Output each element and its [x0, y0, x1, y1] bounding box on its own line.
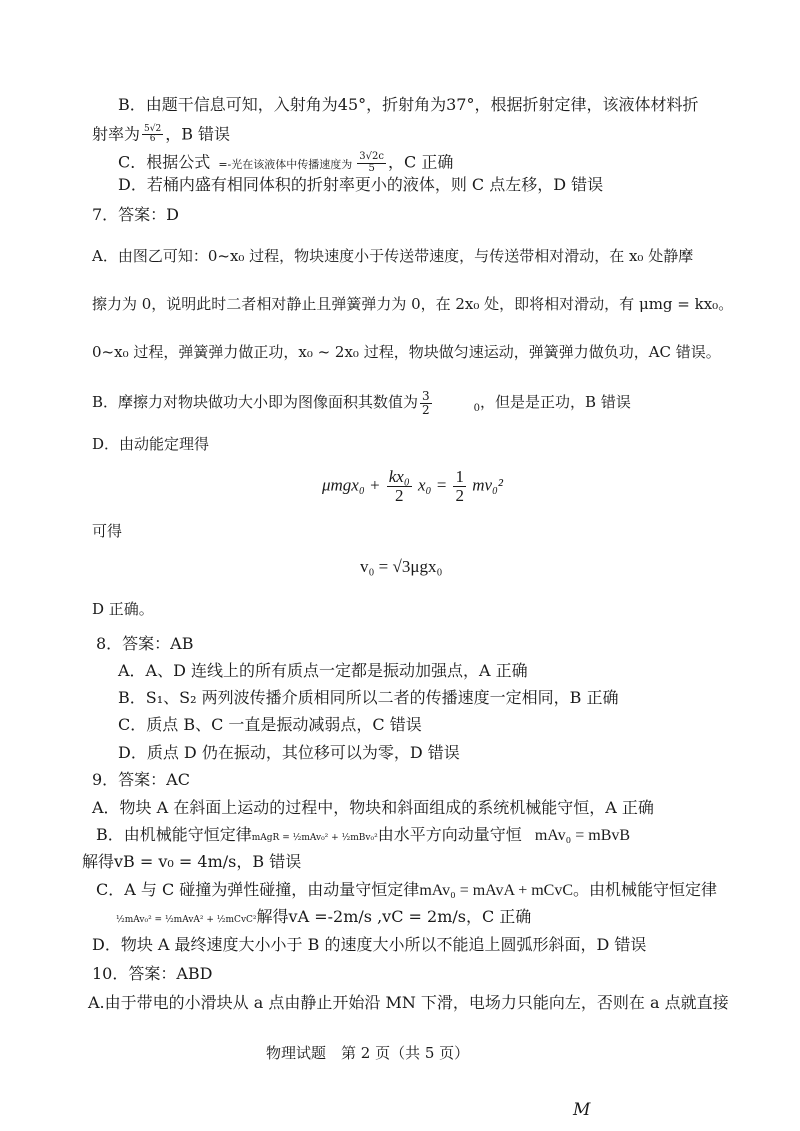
text-segment: 由水平方向动量守恒	[377, 825, 522, 844]
text-segment: mAv₀ = mBvB	[534, 827, 631, 844]
page-footer: 物理试题 第 2 页（共 5 页）	[266, 1044, 470, 1062]
text-segment: C．A 与 C 碰撞为弹性碰撞，由动量守恒定律	[96, 880, 420, 899]
text-segment: 0	[473, 403, 481, 415]
text-line	[96, 882, 717, 899]
fraction-denominator: 5	[368, 162, 375, 174]
text-segment: C．根据公式	[118, 152, 211, 172]
fraction	[453, 468, 466, 505]
text-segment: =-光在该液体中传播速度为	[218, 157, 353, 171]
fraction-denominator: 2	[422, 402, 430, 417]
fraction	[387, 468, 412, 505]
text-line	[116, 909, 531, 925]
text-line: B．由题干信息可知，入射角为45°，折射角为37°，根据折射定律，该液体材料折	[118, 95, 699, 114]
text-segment: ½mAv₀² = ½mAvA² + ½mCvC²	[116, 915, 257, 925]
text-segment: B．由机械能守恒定律	[96, 825, 252, 844]
fraction-numerator: 1	[455, 467, 464, 486]
text-line: 0~x₀ 过程，弹簧弹力做正功，x₀ ~ 2x₀ 过程，物块做匀速运动，弹簧弹力做负功，AC 错误。	[92, 343, 721, 361]
fraction	[357, 152, 386, 174]
equation-term: mv₀²	[472, 475, 504, 495]
fraction-numerator: 5√2	[144, 124, 162, 134]
text-line: D．若桶内盛有相同体积的折射率更小的液体，则 C 点左移，D 错误	[118, 175, 604, 194]
fraction-numerator: 3	[422, 389, 430, 403]
text-line: D．质点 D 仍在振动，其位移可以为零，D 错误	[118, 743, 460, 762]
text-line	[96, 827, 630, 844]
text-line	[92, 125, 230, 145]
text-line: A．由图乙可知：0~x₀ 过程，物块速度小于传送带速度，与传送带相对滑动，在 x₀ 处静摩	[92, 247, 694, 265]
text-line: A．A、D 连线上的所有质点一定都是振动加强点，A 正确	[118, 661, 528, 680]
answer-heading: 7．答案：D	[92, 205, 180, 224]
fraction-denominator: 2	[395, 485, 404, 505]
text-line: A．物块 A 在斜面上运动的过程中，物块和斜面组成的系统机械能守恒，A 正确	[92, 798, 654, 817]
text-line: C．质点 B、C 一直是振动减弱点，C 错误	[118, 715, 422, 734]
text-segment: 解得vA =-2m/s ,vC = 2m/s，C 正确	[256, 907, 532, 926]
text-line: D 正确。	[92, 600, 154, 618]
text-segment: mAv₀ = mAvA + mCvC	[419, 882, 574, 899]
fraction-numerator: kx₀	[388, 467, 410, 486]
text-line: B．S₁、S₂ 两列波传播介质相同所以二者的传播速度一定相同，B 正确	[118, 688, 619, 707]
equation-term: μmgx₀ +	[322, 475, 381, 495]
fraction	[420, 390, 432, 416]
text-line: 可得	[92, 522, 123, 540]
equation-term: x₀ =	[418, 475, 448, 495]
text-line	[92, 390, 631, 416]
text-line: 解得vB = v₀ = 4m/s，B 错误	[82, 852, 302, 871]
text-line: A.由于带电的小滑块从 a 点由静止开始沿 MN 下滑，电场力只能向左，否则在 a 点就直接	[88, 993, 729, 1012]
text-segment: ，B 错误	[165, 124, 231, 144]
page-mark: M	[573, 1100, 591, 1120]
equation: v₀ = √3μgx₀	[360, 557, 443, 576]
text-segment: ，但是是正功，B 错误	[480, 393, 631, 412]
text-segment: ，C 正确	[387, 152, 454, 172]
text-line: D．物块 A 最终速度大小小于 B 的速度大小所以不能追上圆弧形斜面，D 错误	[92, 935, 647, 954]
text-line	[118, 152, 453, 174]
text-segment: 射率为	[92, 124, 141, 144]
answer-heading: 10．答案：ABD	[92, 964, 213, 983]
text-line: D．由动能定理得	[92, 435, 210, 453]
text-segment: mAgR = ½mAv₀² + ½mBv₀²	[251, 833, 378, 843]
text-line: 擦力为 0，说明此时二者相对静止且弹簧弹力为 0，在 2x₀ 处，即将相对滑动，有 μmg = kx₀。	[92, 295, 734, 313]
text-segment: 。由机械能守恒定律	[573, 880, 718, 899]
equation	[322, 468, 503, 505]
fraction-denominator: 2	[455, 485, 464, 505]
fraction-numerator: 3√2c	[359, 151, 384, 162]
fraction	[142, 125, 163, 145]
answer-heading: 8．答案：AB	[96, 634, 194, 653]
fraction-denominator: 6	[149, 134, 156, 145]
answer-heading: 9．答案：AC	[92, 770, 190, 789]
text-segment: B．摩擦力对物块做功大小即为图像面积其数值为	[92, 393, 419, 412]
